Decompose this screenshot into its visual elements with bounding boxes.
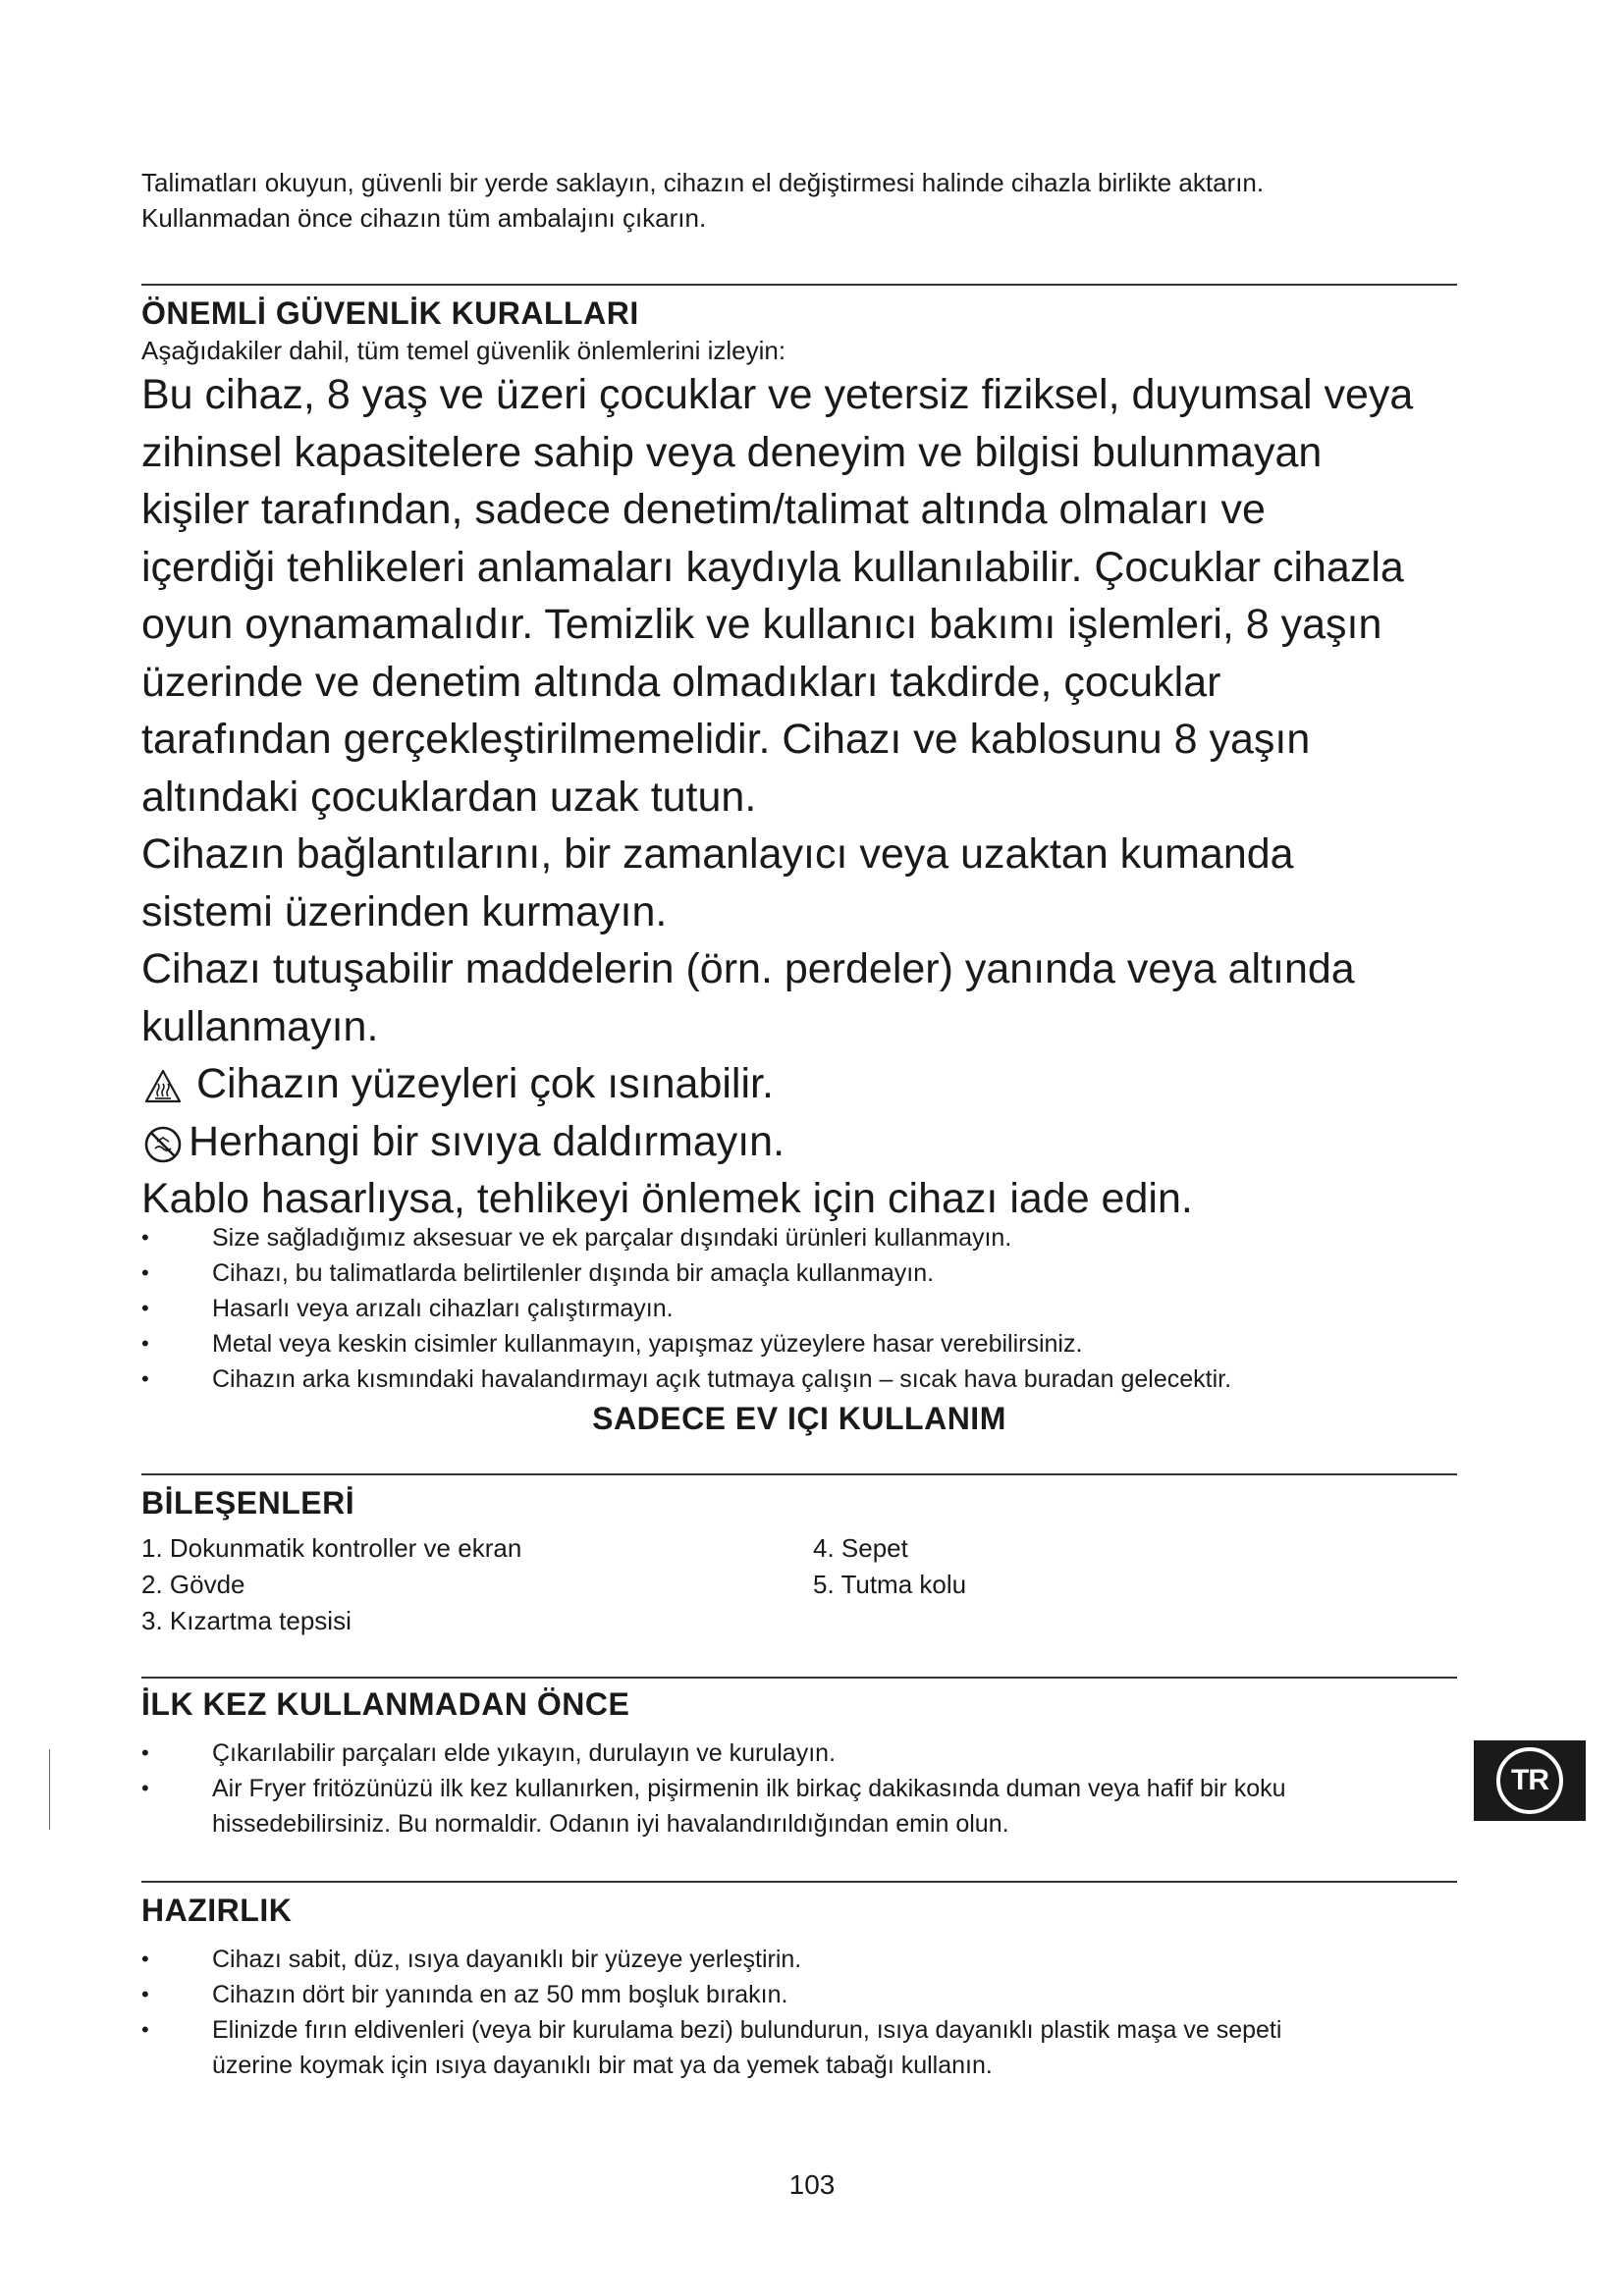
hot-surface-text: Cihazın yüzeyleri çok ısınabilir. xyxy=(196,1060,774,1107)
safety-bullets xyxy=(141,1220,1457,1397)
list-item: • Cihazın dört bir yanında en az 50 mm boşluk bırakın. xyxy=(141,1977,1457,2012)
no-immersion-icon xyxy=(143,1122,183,1161)
list-item: 3. Kızartma tepsisi xyxy=(141,1605,352,1635)
list-item: • Metal veya keskin cisimler kullanmayın, yapışmaz yüzeylere hasar verebilirsiniz. xyxy=(141,1326,1457,1362)
first-use-title: İLK KEZ KULLANMADAN ÖNCE xyxy=(141,1685,630,1722)
cable-warning: Kablo hasarlıysa, tehlikeyi önlemek için cihazı iade edin. xyxy=(141,1175,1193,1222)
list-item: • Size sağladığımız aksesuar ve ek parçalar dışındaki ürünleri kullanmayın. xyxy=(141,1220,1457,1255)
hot-surface-warning xyxy=(141,1055,1457,1113)
list-item: • Cihazı sabit, düz, ısıya dayanıklı bir yüzeye yerleştirin. xyxy=(141,1942,1457,1977)
household-use-heading: SADECE EV IÇI KULLANIM xyxy=(592,1400,1006,1436)
margin-mark xyxy=(49,1749,50,1830)
page-number: 103 xyxy=(788,2169,836,2200)
safety-line: Cihazın bağlantılarını, bir zamanlayıcı veya uzaktan kumanda xyxy=(141,830,1294,878)
safety-line: oyun oynamamalıdır. Temizlik ve kullanıcı bakımı işlemleri, 8 yaşın xyxy=(141,601,1382,648)
section-divider xyxy=(141,1677,1457,1679)
document-page xyxy=(141,165,1457,2083)
safety-line: Cihazı tutuşabilir maddelerin (örn. perdeler) yanında veya altında xyxy=(141,945,1355,992)
preparation-title: HAZIRLIK xyxy=(141,1892,293,1928)
safety-line: altındaki çocuklardan uzak tutun. xyxy=(141,773,757,821)
safety-line: zihinsel kapasitelere sahip veya deneyim ve bilgisi bulunmayan xyxy=(141,428,1323,476)
safety-line: kişiler tarafından, sadece denetim/talimat altında olmaları ve xyxy=(141,486,1266,533)
safety-line: Bu cihaz, 8 yaş ve üzeri çocuklar ve yetersiz fiziksel, duyumsal veya xyxy=(141,371,1414,418)
safety-main-text xyxy=(141,366,1457,1228)
safety-line: kullanmayın. xyxy=(141,1002,379,1050)
list-item: • Hasarlı veya arızalı cihazları çalıştırmayın. xyxy=(141,1291,1457,1326)
components-title: BİLEŞENLERİ xyxy=(141,1484,355,1521)
intro xyxy=(141,165,1457,236)
list-item: 2. Gövde xyxy=(141,1569,245,1599)
hot-surface-warning-icon xyxy=(143,1064,183,1103)
list-item-text: Elinizde fırın eldivenleri (veya bir kurulama bezi) bulundurun, ısıya dayanıklı plastik maşa ve sepeti xyxy=(212,2015,1282,2044)
list-item xyxy=(141,1771,1457,1842)
safety-line: sistemi üzerinden kurmayın. xyxy=(141,887,668,935)
language-badge-circle xyxy=(1496,1747,1563,1814)
intro-line-2: Kullanmadan önce cihazın tüm ambalajını çıkarın. xyxy=(141,203,707,233)
components-right-column xyxy=(813,1530,1457,1639)
section-divider xyxy=(141,1881,1457,1883)
components-list xyxy=(141,1530,1457,1639)
preparation-bullets xyxy=(141,1942,1457,2083)
list-item-continuation: üzerine koymak için ısıya dayanıklı bir mat ya da yemek tabağı kullanın. xyxy=(212,2051,993,2079)
list-item xyxy=(141,2012,1457,2083)
no-immersion-warning xyxy=(141,1113,1457,1171)
first-use-bullets xyxy=(141,1735,1457,1842)
safety-line: üzerinde ve denetim altında olmadıkları takdirde, çocuklar xyxy=(141,658,1221,706)
language-code: TR xyxy=(1511,1764,1548,1796)
section-divider xyxy=(141,1473,1457,1475)
list-item: • Çıkarılabilir parçaları elde yıkayın, durulayın ve kurulayın. xyxy=(141,1735,1457,1771)
section-divider xyxy=(141,284,1457,286)
list-item: • Cihazı, bu talimatlarda belirtilenler dışında bir amaçla kullanmayın. xyxy=(141,1255,1457,1291)
list-item: • Cihazın arka kısmındaki havalandırmayı açık tutmaya çalışın – sıcak hava buradan gelecektir. xyxy=(141,1362,1457,1397)
list-item: 4. Sepet xyxy=(813,1532,908,1563)
components-left-column xyxy=(141,1530,813,1639)
intro-line-1: Talimatları okuyun, güvenli bir yerde saklayın, cihazın el değiştirmesi halinde cihazla birlikte aktarın. xyxy=(141,168,1265,197)
safety-title: ÖNEMLİ GÜVENLİK KURALLARI xyxy=(141,295,639,331)
list-item-text: Air Fryer fritözünüzü ilk kez kullanırken, pişirmenin ilk birkaç dakikasında duman veya hafif bir koku xyxy=(212,1774,1286,1802)
safety-subtitle: Aşağıdakiler dahil, tüm temel güvenlik önlemlerini izleyin: xyxy=(141,336,786,365)
list-item: 5. Tutma kolu xyxy=(813,1569,967,1599)
safety-line: tarafından gerçekleştirilmemelidir. Cihazı ve kablosunu 8 yaşın xyxy=(141,716,1311,763)
safety-line: içerdiği tehlikeleri anlamaları kaydıyla kullanılabilir. Çocuklar cihazla xyxy=(141,543,1404,591)
list-item-continuation: hissedebilirsiniz. Bu normaldir. Odanın iyi havalandırıldığından emin olun. xyxy=(212,1809,1009,1838)
no-immersion-text: Herhangi bir sıvıya daldırmayın. xyxy=(189,1117,785,1165)
list-item: 1. Dokunmatik kontroller ve ekran xyxy=(141,1532,522,1563)
language-badge xyxy=(1474,1740,1586,1821)
